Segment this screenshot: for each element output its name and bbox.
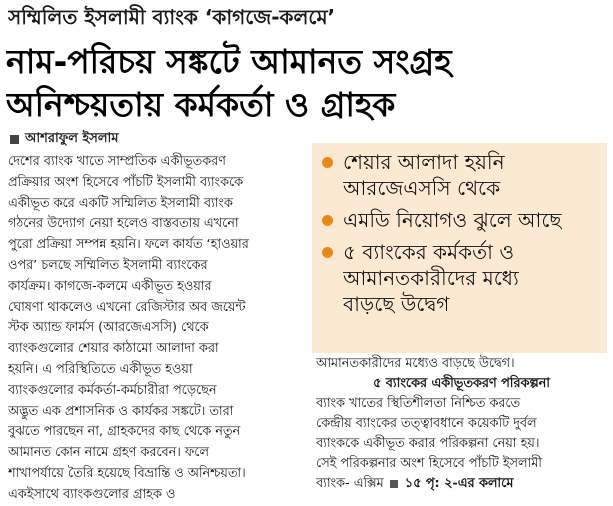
byline-author: আশরাফুল ইসলাম <box>25 131 119 146</box>
headline <box>6 40 608 126</box>
body-line: বুঝতে পারছেন না, গ্রাহকদের কাছ থেকে নতুন <box>8 424 241 440</box>
kicker-line: সম্মিলিত ইসলামী ব্যাংক ‘কাগজে-কলমে’ <box>8 5 336 29</box>
body-line: দেশের ব্যাংক খাতে সাম্প্রতিক একীভূতকরণ <box>8 154 226 169</box>
bullet-dot-icon <box>322 215 333 226</box>
body-line: স্টক অ্যান্ড ফার্মস (আরজেএসসি) থেকে <box>8 320 209 336</box>
body-line: ব্যাংককে একীভূত করার পরিকল্পনা নেয়া হয়। <box>316 436 540 451</box>
byline <box>10 130 310 148</box>
body-line-start: ব্যাংক- এক্সিম <box>316 476 384 491</box>
highlight-item-1 <box>322 149 597 201</box>
right-column <box>316 354 607 494</box>
highlight-text: আমানতকারীদের মধ্যে <box>343 266 519 290</box>
bullet-dot-icon <box>322 247 333 258</box>
body-line: কার্যক্রম। কাগজে-কলমে একীভূত হওয়ার <box>8 278 212 294</box>
body-line: ওপর’ চলছে সম্মিলিত ইসলামী ব্যাংকের <box>8 257 208 273</box>
headline-line-1: নাম-পরিচয় সঙ্কটে আমানত সংগ্রহ <box>6 42 452 81</box>
highlight-text: শেয়ার আলাদা হয়নি <box>343 150 505 174</box>
body-line: গঠনের উদ্যোগ নেয়া হলেও বাস্তবতায় এখনো <box>8 216 239 232</box>
body-line: প্রক্রিয়ার অংশ হিসেবে পাঁচটি ইসলামী ব্যাংককে <box>8 174 244 190</box>
highlight-text: ৫ ব্যাংকের কর্মকর্তা ও <box>343 240 515 264</box>
highlights-box <box>312 143 607 353</box>
continuation-ref[interactable]: ১৫ পৃ: ২-এর কলামে <box>404 476 514 491</box>
body-line: একইসাথে ব্যাংকগুলোর গ্রাহক ও <box>8 486 176 502</box>
body-line: হয়নি। এ পরিস্থিতিতে একীভূত হওয়া <box>8 361 193 377</box>
body-line: ব্যাংকগুলোর কর্মকর্তা-কর্মচারীরা পড়েছেন <box>8 382 217 398</box>
section-subhead: ৫ ব্যাংকের একীভূতকরণ পরিকল্পনা <box>373 376 550 391</box>
highlight-text: এমডি নিয়োগও ঝুলে আছে <box>343 208 562 232</box>
body-line: কেন্দ্রীয় ব্যাংকের তত্ত্বাবধানে কয়েকটি দুর্বল <box>316 416 537 431</box>
body-line: শাখাপর্যায়ে তৈরি হয়েছে বিভ্রান্তি ও অনিশ্চয়তা। <box>8 465 246 481</box>
highlight-item-2 <box>322 207 597 233</box>
continuation-square-icon <box>390 480 398 488</box>
body-line: একীভূত করে একটি সম্মিলিত ইসলামী ব্যাংক <box>8 195 233 211</box>
continuation-line <box>316 474 607 494</box>
byline-square-icon <box>10 135 19 144</box>
highlight-text: আরজেএসসি থেকে <box>343 176 501 200</box>
body-line: অদ্ভুত এক প্রশাসনিক ও কার্যকর সঙ্কটে। তারা <box>8 403 234 419</box>
body-line: সেই পরিকল্পনার অংশ হিসেবে পাঁচটি ইসলামী <box>316 456 542 471</box>
body-line: ব্যাংকগুলোর শেয়ার কাঠামো আলাদা করা <box>8 341 219 357</box>
body-column <box>8 152 306 506</box>
body-line: পুরো প্রক্রিয়া সম্পন্ন হয়নি। ফলে কার্যত ‘হাওয়ার <box>8 237 249 253</box>
body-line: আমানত কোন নামে গ্রহণ করবেন। ফলে <box>8 445 209 461</box>
body-line: আমানতকারীদের মধ্যেও বাড়ছে উদ্বেগ। <box>316 356 515 371</box>
body-line: ঘোষণা থাকলেও এখনো রেজিস্টার অব জয়েন্ট <box>8 299 246 315</box>
highlight-text: বাড়ছে উদ্বেগ <box>343 292 450 316</box>
highlight-item-3 <box>322 239 597 317</box>
headline-line-2: অনিশ্চয়তায় কর্মকর্তা ও গ্রাহক <box>6 85 396 124</box>
bullet-dot-icon <box>322 157 333 168</box>
body-line: ব্যাংক খাতের স্থিতিশীলতা নিশ্চিত করতে <box>316 396 521 411</box>
